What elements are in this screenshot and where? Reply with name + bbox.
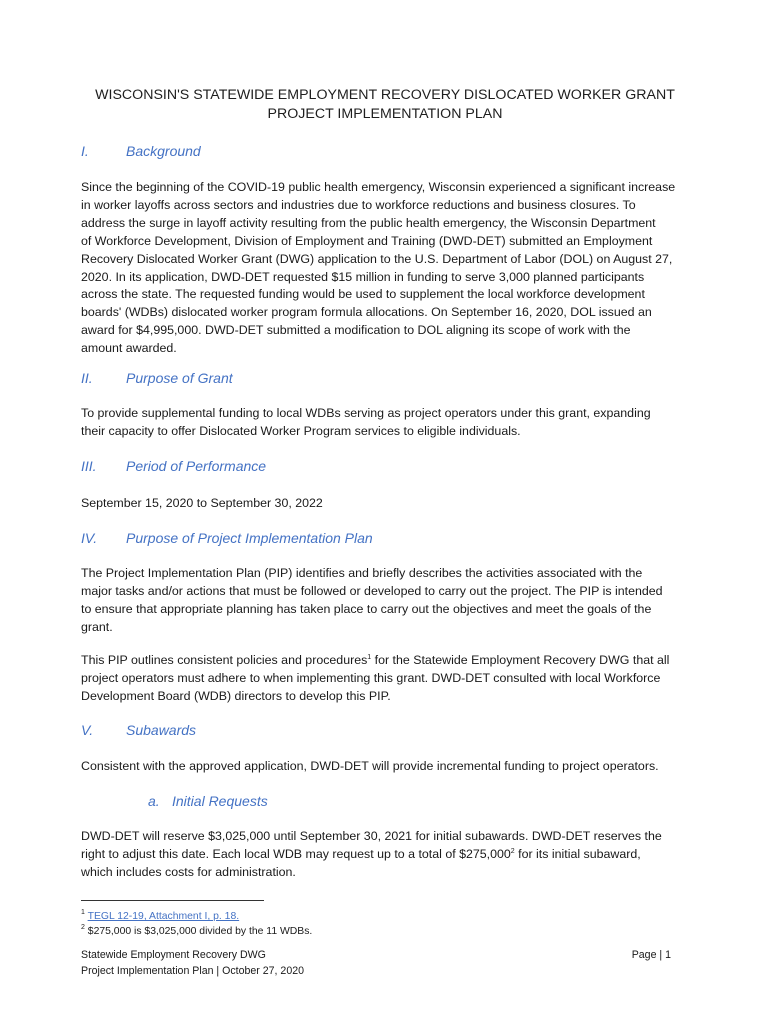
section-number: II. xyxy=(81,370,93,386)
subsection-number: a. xyxy=(148,793,160,809)
section-heading-subawards xyxy=(81,722,196,738)
para-line xyxy=(81,652,689,670)
para-line: award for $4,995,000. DWD-DET submitted a modification to DOL aligning its scope of work with the xyxy=(81,323,631,338)
footer-line-1: Statewide Employment Recovery DWG xyxy=(81,949,266,961)
background-paragraph xyxy=(81,179,689,358)
para-line: project operators must adhere to when implementing this grant. DWD-DET consulted with local Workforce xyxy=(81,670,661,685)
footnote-number: 2 xyxy=(81,924,85,931)
footnote-separator xyxy=(81,900,264,901)
footnotes xyxy=(81,909,312,939)
subawards-paragraph xyxy=(81,758,689,776)
section-title: Period of Performance xyxy=(126,458,267,474)
para-line: boards' (WDBs) dislocated worker program formula allocations. On September 16, 2020, DOL issued an xyxy=(81,305,652,320)
purpose-of-grant-paragraph xyxy=(81,405,689,441)
section-title: Subawards xyxy=(126,722,197,738)
para-line: of Workforce Development, Division of Employment and Training (DWD-DET) submitted an Employment xyxy=(81,233,653,248)
para-line: The Project Implementation Plan (PIP) identifies and briefly describes the activities associated with the xyxy=(81,566,643,580)
para-line: 2020. In its application, DWD-DET requested $15 million in funding to serve 3,000 planned participants xyxy=(81,269,645,284)
para-line: major tasks and/or actions that must be followed or developed to carry out the project. The PIP is intended xyxy=(81,583,663,598)
footnote-text: $275,000 is $3,025,000 divided by the 11 WDBs. xyxy=(87,926,313,937)
title-line-2: PROJECT IMPLEMENTATION PLAN xyxy=(267,106,503,122)
subsection-heading-initial-requests xyxy=(148,793,268,809)
section-number: V. xyxy=(81,722,94,738)
document-title xyxy=(80,86,690,124)
pip-paragraph-1 xyxy=(81,565,689,637)
para-line: address the surge in layoff activity resulting from the public health emergency, the Wisconsin Department xyxy=(81,215,656,230)
text-run: for its initial subaward, xyxy=(514,846,641,861)
section-heading-purpose-of-grant xyxy=(81,370,233,386)
section-title: Purpose of Project Implementation Plan xyxy=(126,530,373,546)
section-heading-period-of-performance xyxy=(81,458,266,474)
title-line-1: WISCONSIN'S STATEWIDE EMPLOYMENT RECOVERY DISLOCATED WORKER GRANT xyxy=(95,87,675,103)
para-line: in worker layoffs across sectors and industries due to workforce reductions and business closures. To xyxy=(81,197,636,212)
para-line: To provide supplemental funding to local WDBs serving as project operators under this grant, expanding xyxy=(81,406,651,420)
section-number: I. xyxy=(81,143,89,159)
para-line: Development Board (WDB) directors to develop this PIP. xyxy=(81,688,391,703)
footnote-number: 1 xyxy=(81,909,85,916)
para-line: to ensure that appropriate planning has taken place to carry out the objectives and meet the goals of the xyxy=(81,601,652,616)
para-line: September 15, 2020 to September 30, 2022 xyxy=(81,496,323,510)
para-line: across the state. The requested funding would be used to supplement the local workforce development xyxy=(81,287,645,302)
para-line: Recovery Dislocated Worker Grant (DWG) application to the U.S. Department of Labor (DOL) on August 27, xyxy=(81,251,673,266)
subsection-title: Initial Requests xyxy=(172,793,268,809)
para-line: grant. xyxy=(81,619,113,634)
page-number: Page | 1 xyxy=(631,949,671,961)
pip-paragraph-2 xyxy=(81,652,689,706)
para-line: DWD-DET will reserve $3,025,000 until September 30, 2021 for initial subawards. DWD-DET reserves the xyxy=(81,829,662,843)
para-line xyxy=(81,846,689,864)
section-title: Background xyxy=(126,143,201,159)
footnote-ref-1[interactable]: 1 xyxy=(367,654,372,661)
text-run: for the Statewide Employment Recovery DWG that all xyxy=(371,653,670,667)
footnote-ref-2[interactable]: 2 xyxy=(510,847,515,855)
footer-line-2: Project Implementation Plan | October 27, 2020 xyxy=(81,965,304,977)
text-run: right to adjust this date. Each local WDB may request up to a total of $275,000 xyxy=(81,846,511,861)
period-of-performance-paragraph xyxy=(81,495,689,513)
footnote-2 xyxy=(81,924,312,939)
text-run: This PIP outlines consistent policies and procedures xyxy=(81,653,368,667)
section-number: III. xyxy=(81,458,97,474)
section-title: Purpose of Grant xyxy=(126,370,233,386)
footnote-1 xyxy=(81,909,312,924)
section-number: IV. xyxy=(81,530,98,546)
page-footer xyxy=(81,947,671,979)
section-heading-purpose-of-pip xyxy=(81,530,373,546)
para-line: Consistent with the approved application, DWD-DET will provide incremental funding to project operators. xyxy=(81,759,659,773)
para-line: amount awarded. xyxy=(81,341,177,356)
para-line: their capacity to offer Dislocated Worker Program services to eligible individuals. xyxy=(81,423,521,438)
section-heading-background xyxy=(81,143,201,159)
footnote-1-link[interactable]: TEGL 12-19, Attachment I, p. 18. xyxy=(87,911,240,922)
para-line: which includes costs for administration. xyxy=(81,864,296,879)
para-line: Since the beginning of the COVID-19 public health emergency, Wisconsin experienced a significant increase xyxy=(81,180,676,194)
initial-requests-paragraph xyxy=(81,828,689,882)
